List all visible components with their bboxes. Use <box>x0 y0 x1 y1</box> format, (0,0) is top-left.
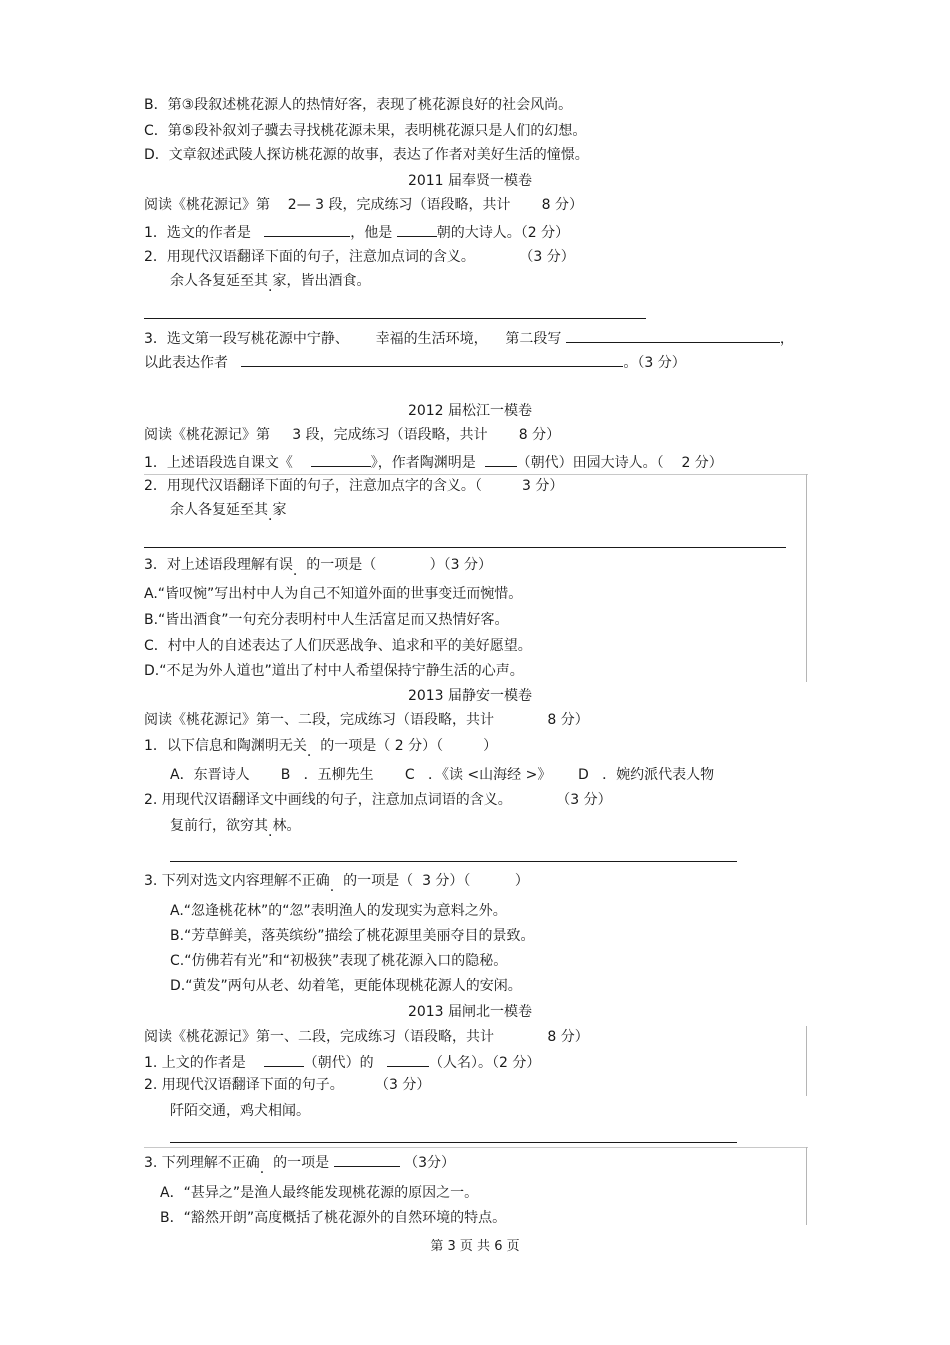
emphasis-dot <box>268 502 272 518</box>
option-a-2013-jingan: A.“忽逢桃花林”的“忽”表明渔人的发现实为意料之外。 <box>170 903 507 919</box>
question-3-2013-zhabei: 3. 下列理解不正确 · 的一项是 （3分） <box>144 1152 455 1172</box>
question-2-2013-jingan: 2. 用现代汉语翻译文中画线的句子，注意加点词语的含义。 （3 分） <box>144 792 612 808</box>
question-2-2011: 2．用现代汉语翻译下面的句子，注意加点词的含义。 （3 分） <box>144 249 575 265</box>
answer-blank[interactable] <box>311 452 371 467</box>
answer-line[interactable] <box>170 1142 737 1143</box>
option-c: C．第⑤段补叙刘子骥去寻找桃花源未果，表明桃花源只是人们的幻想。 <box>144 123 587 139</box>
answer-blank[interactable] <box>334 1152 400 1167</box>
box-top-border <box>144 474 808 475</box>
option-b: B．第③段叙述桃花源人的热情好客，表现了桃花源良好的社会风尚。 <box>144 97 573 113</box>
answer-blank[interactable] <box>485 452 517 467</box>
sentence-2012: 余人各复延至其 · 家 <box>170 501 286 519</box>
question-3-cont-2011: 以此表达作者 。（3 分） <box>144 352 686 372</box>
emphasis-dot <box>260 1155 264 1171</box>
emphasis-dot <box>307 738 311 754</box>
sentence-2013-zhabei: 阡陌交通，鸡犬相闻。 <box>170 1103 310 1119</box>
question-3-2011: 3．选文第一段写桃花源中宁静、 幸福的生活环境， 第二段写 ， <box>144 328 794 348</box>
question-1-2013-zhabei: 1. 上文的作者是 （朝代）的 （人名）。（2 分） <box>144 1052 540 1072</box>
box-right-border <box>806 1026 807 1096</box>
section-intro-2013-zhabei: 阅读《桃花源记》第一、二段，完成练习（语段略，共计 8 分） <box>144 1029 589 1045</box>
answer-line[interactable] <box>170 861 737 862</box>
section-intro-2011: 阅读《桃花源记》第 2— 3 段，完成练习（语段略，共计 8 分） <box>144 197 584 213</box>
option-b-2013-jingan: B.“芳草鲜美，落英缤纷”描绘了桃花源里美丽夺目的景致。 <box>170 928 535 944</box>
answer-blank[interactable] <box>264 222 350 237</box>
answer-blank[interactable] <box>241 352 623 367</box>
box-top-border <box>144 1147 808 1148</box>
answer-blank[interactable] <box>264 1052 304 1067</box>
sentence-2013-jingan: 复前行，欲穷其 · 林。 <box>170 817 300 835</box>
option-c-2012: C．村中人的自述表达了人们厌恶战争、追求和平的美好愿望。 <box>144 638 532 654</box>
question-1-2013-jingan: 1．以下信息和陶渊明无关 · 的一项是（ 2 分）（ ） <box>144 737 497 755</box>
answer-line[interactable] <box>144 547 786 548</box>
page-number: 第 3 页 共 6 页 <box>430 1239 520 1254</box>
section-title-2011: 2011 届奉贤一模卷 <box>407 173 533 189</box>
question-1-options-2013-jingan: A．东晋诗人 B ．五柳先生 C ．《读 <山海经 >》 D ．婉约派代表人物 <box>170 767 715 783</box>
option-b-2013-zhabei: B．“豁然开朗”高度概括了桃花源外的自然环境的特点。 <box>160 1210 507 1226</box>
option-a-2012: A.“皆叹惋”写出村中人为自己不知道外面的世事变迁而惋惜。 <box>144 586 523 602</box>
section-title-2012: 2012 届松江一模卷 <box>407 403 533 419</box>
answer-line[interactable] <box>144 318 646 319</box>
question-3-2012: 3．对上述语段理解有误 · 的一项是（ ）（3 分） <box>144 556 492 574</box>
question-2-2013-zhabei: 2. 用现代汉语翻译下面的句子。 （3 分） <box>144 1077 431 1093</box>
option-d-2012: D.“不足为外人道也”道出了村中人希望保持宁静生活的心声。 <box>144 663 524 679</box>
question-2-2012: 2．用现代汉语翻译下面的句子，注意加点字的含义。（ 3 分） <box>144 478 564 494</box>
question-1-2011: 1．选文的作者是 ，他是 朝的大诗人。（2 分） <box>144 222 569 242</box>
section-intro-2013-jingan: 阅读《桃花源记》第一、二段，完成练习（语段略，共计 8 分） <box>144 712 589 728</box>
section-intro-2012: 阅读《桃花源记》第 3 段，完成练习（语段略，共计 8 分） <box>144 427 561 443</box>
question-1-2012: 1．上述语段选自课文《 》，作者陶渊明是 （朝代）田园大诗人。（ 2 分） <box>144 452 723 472</box>
section-title-2013-zhabei: 2013 届闸北一模卷 <box>407 1004 533 1020</box>
option-a-2013-zhabei: A．“甚异之”是渔人最终能发现桃花源的原因之一。 <box>160 1185 479 1201</box>
emphasis-dot <box>268 273 272 289</box>
emphasis-dot <box>293 557 297 573</box>
box-right-border <box>806 1147 807 1225</box>
option-b-2012: B.“皆出酒食”一句充分表明村中人生活富足而又热情好客。 <box>144 612 509 628</box>
option-d-2013-jingan: D.“黄发”两句从老、幼着笔，更能体现桃花源人的安闲。 <box>170 978 522 994</box>
option-c-2013-jingan: C.“仿佛若有光”和“初极狭”表现了桃花源入口的隐秘。 <box>170 953 508 969</box>
answer-blank[interactable] <box>387 1052 429 1067</box>
option-d: D．文章叙述武陵人探访桃花源的故事，表达了作者对美好生活的憧憬。 <box>144 147 589 163</box>
answer-blank[interactable] <box>566 328 780 343</box>
section-title-2013-jingan: 2013 届静安一模卷 <box>407 688 533 704</box>
box-right-border <box>806 474 807 682</box>
emphasis-dot <box>268 818 272 834</box>
sentence-2011: 余人各复延至其 · 家，皆出酒食。 <box>170 272 370 290</box>
question-3-2013-jingan: 3. 下列对选文内容理解不正确 · 的一项是（ 3 分）（ ） <box>144 872 529 890</box>
answer-blank[interactable] <box>397 222 437 237</box>
emphasis-dot <box>330 873 334 889</box>
